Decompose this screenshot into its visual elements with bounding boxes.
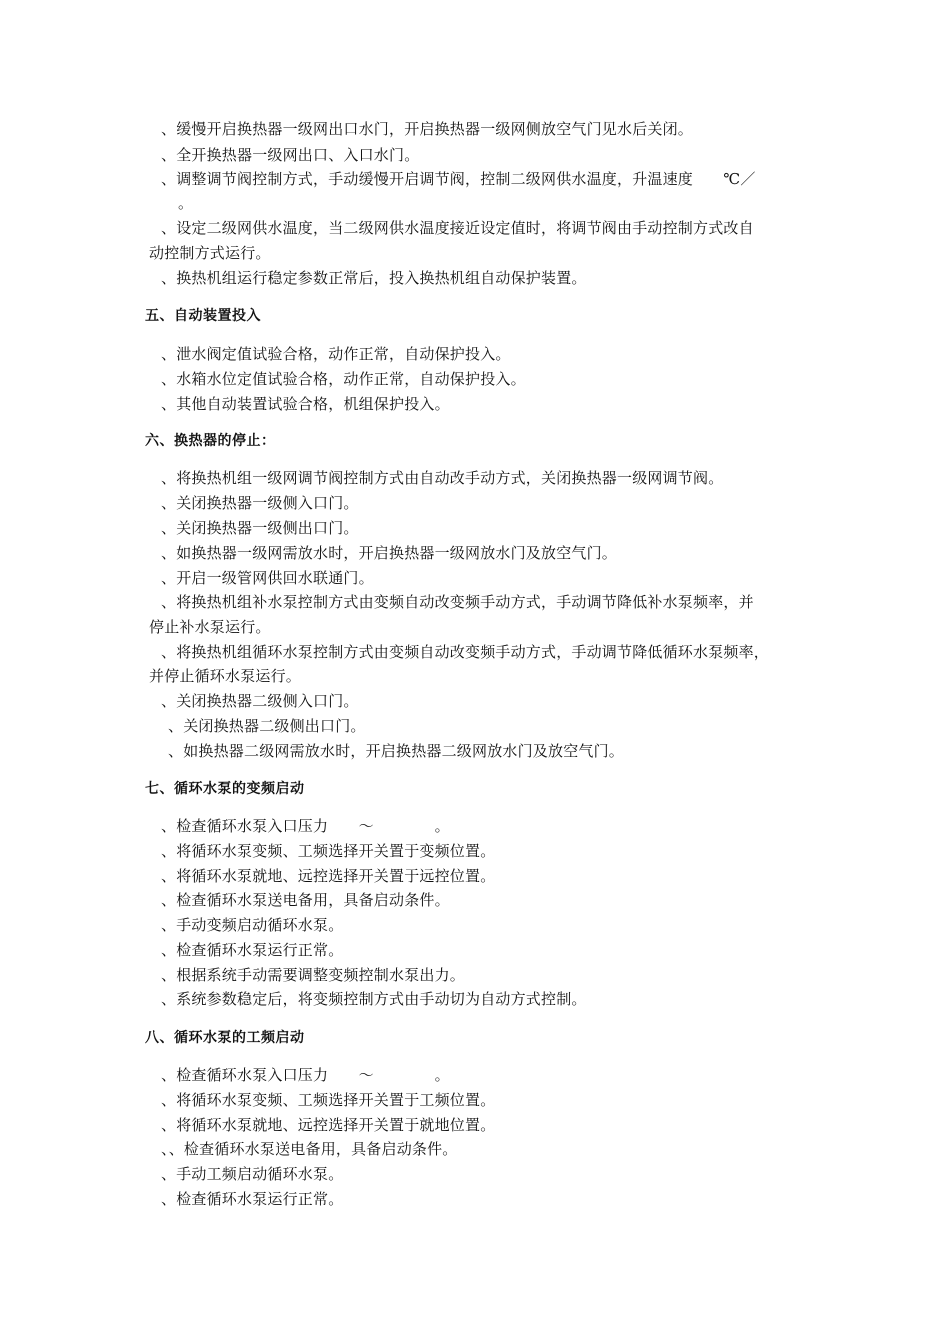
section-6-item-4: 、如换热器一级网需放水时，开启换热器一级网放水门及放空气门。 <box>161 544 618 562</box>
section-7-item-4: 、检查循环水泵送电备用，具备启动条件。 <box>161 891 450 909</box>
section-5-item-1: 、泄水阀定值试验合格，动作正常，自动保护投入。 <box>161 345 511 363</box>
intro-line-1: 、缓慢开启换热器一级网出口水门，开启换热器一级网侧放空气门见水后关闭。 <box>161 120 694 138</box>
intro-line-7: 、换热机组运行稳定参数正常后，投入换热机组自动保护装置。 <box>161 269 587 287</box>
intro-line-6: 动控制方式运行。 <box>149 244 271 262</box>
section-5-item-3: 、其他自动装置试验合格，机组保护投入。 <box>161 395 450 413</box>
section-5-item-2: 、水箱水位定值试验合格，动作正常，自动保护投入。 <box>161 370 526 388</box>
section-8-title: 八、循环水泵的工频启动 <box>145 1030 305 1046</box>
section-7-item-8: 、系统参数稳定后，将变频控制方式由手动切为自动方式控制。 <box>161 990 587 1008</box>
section-7-item-3: 、将循环水泵就地、远控选择开关置于远控位置。 <box>161 867 496 885</box>
section-6-title: 六、换热器的停止： <box>145 433 276 449</box>
intro-line-2: 、全开换热器一级网出口、入口水门。 <box>161 146 420 164</box>
section-6-item-1: 、将换热机组一级网调节阀控制方式由自动改手动方式，关闭换热器一级网调节阀。 <box>161 469 724 487</box>
section-8-item-5: 、手动工频启动循环水泵。 <box>161 1165 344 1183</box>
section-6-item-8: 、关闭换热器二级侧入口门。 <box>161 692 359 710</box>
section-6-item-7: 、将换热机组循环水泵控制方式由变频自动改变频手动方式，手动调节降低循环水泵频率， <box>161 643 770 661</box>
section-6-item-2: 、关闭换热器一级侧入口门。 <box>161 494 359 512</box>
intro-line-3: 、调整调节阀控制方式，手动缓慢开启调节阀，控制二级网供水温度，升温速度 ℃／ <box>161 170 756 188</box>
section-7-item-5: 、手动变频启动循环水泵。 <box>161 916 344 934</box>
section-6-item-7-cont: 并停止循环水泵运行。 <box>149 667 302 685</box>
section-6-item-5: 、开启一级管网供回水联通门。 <box>161 569 374 587</box>
section-7-item-6: 、检查循环水泵运行正常。 <box>161 941 344 959</box>
section-6-item-6-cont: 停止补水泵运行。 <box>149 618 271 636</box>
section-7-item-2: 、将循环水泵变频、工频选择开关置于变频位置。 <box>161 842 496 860</box>
section-7-item-7: 、根据系统手动需要调整变频控制水泵出力。 <box>161 966 466 984</box>
section-5-title: 五、自动装置投入 <box>145 308 261 324</box>
section-8-item-1: 、检查循环水泵入口压力 ～ 。 <box>161 1066 450 1084</box>
section-8-item-6: 、检查循环水泵运行正常。 <box>161 1190 344 1208</box>
section-6-item-9: 、关闭换热器二级侧出口门。 <box>168 717 366 735</box>
section-8-item-2: 、将循环水泵变频、工频选择开关置于工频位置。 <box>161 1091 496 1109</box>
intro-line-4: 。 <box>178 194 194 212</box>
section-6-item-10: 、如换热器二级网需放水时，开启换热器二级网放水门及放空气门。 <box>168 742 625 760</box>
section-6-item-6: 、将换热机组补水泵控制方式由变频自动改变频手动方式，手动调节降低补水泵频率，并 <box>161 593 754 611</box>
section-7-title: 七、循环水泵的变频启动 <box>145 781 305 797</box>
section-6-item-3: 、关闭换热器一级侧出口门。 <box>161 519 359 537</box>
section-8-item-4: 、、检查循环水泵送电备用，具备启动条件。 <box>161 1140 458 1158</box>
section-7-item-1: 、检查循环水泵入口压力 ～ 。 <box>161 817 450 835</box>
section-8-item-3: 、将循环水泵就地、远控选择开关置于就地位置。 <box>161 1116 496 1134</box>
intro-line-5: 、设定二级网供水温度，当二级网供水温度接近设定值时，将调节阀由手动控制方式改自 <box>161 219 754 237</box>
